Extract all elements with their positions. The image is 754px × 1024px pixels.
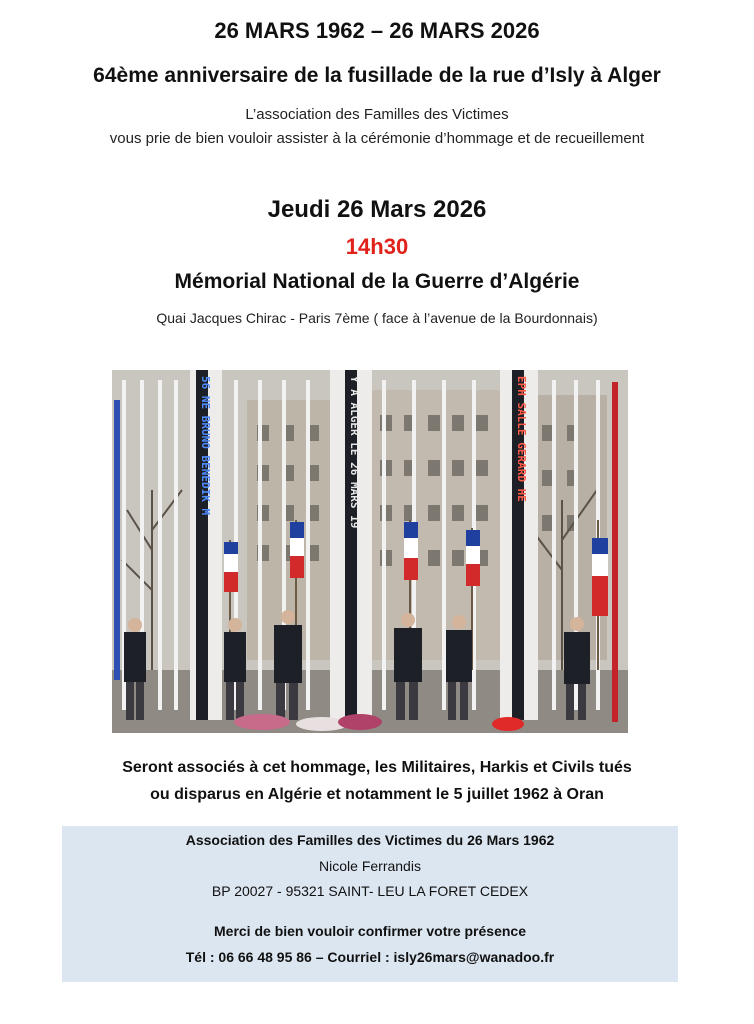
header-dates: 26 MARS 1962 – 26 MARS 2026: [214, 18, 540, 43]
event-venue: Mémorial National de la Guerre d’Algérie: [174, 270, 580, 293]
photo-blue-bar: [114, 400, 120, 680]
intro-line-2: vous prie de bien vouloir assister à la cérémonie d’hommage et de recueillement: [109, 130, 645, 147]
photo-column-text-center: Y A ALGER LE 26 MARS 19: [348, 376, 361, 529]
contact-name: Nicole Ferrandis: [319, 858, 421, 874]
photo-column-text-left: 56 NE BRUNO BENEDIK M: [199, 376, 212, 516]
tribute-note-line-1: Seront associés à cet hommage, les Militaires, Harkis et Civils tués: [122, 759, 632, 776]
event-address: Quai Jacques Chirac - Paris 7ème ( face à l’avenue de la Bourdonnais): [156, 310, 598, 326]
contact-confirm: Merci de bien vouloir confirmer votre présence: [214, 923, 526, 939]
tribute-note: [0, 754, 754, 808]
contact-postal: BP 20027 - 95321 SAINT- LEU LA FORET CEDEX: [211, 883, 529, 899]
memorial-photo: [112, 370, 628, 733]
event-time: 14h30: [345, 234, 409, 259]
photo-red-bar: [612, 382, 618, 722]
contact-box: [62, 826, 678, 982]
intro-line-1: L’association des Familles des Victimes: [245, 106, 509, 123]
memorial-photo-illustration: [112, 370, 628, 733]
event-day: Jeudi 26 Mars 2026: [267, 196, 487, 223]
tribute-note-line-2: ou disparus en Algérie et notamment le 5 juillet 1962 à Oran: [150, 786, 604, 803]
header-title: 64ème anniversaire de la fusillade de la rue d’Isly à Alger: [93, 64, 661, 87]
photo-column-text-right: EPH SALLE GERARD HE: [515, 376, 528, 502]
contact-phone-email: Tél : 06 66 48 95 86 – Courriel : isly26mars@wanadoo.fr: [185, 949, 555, 965]
contact-org: Association des Familles des Victimes du 26 Mars 1962: [185, 832, 555, 848]
